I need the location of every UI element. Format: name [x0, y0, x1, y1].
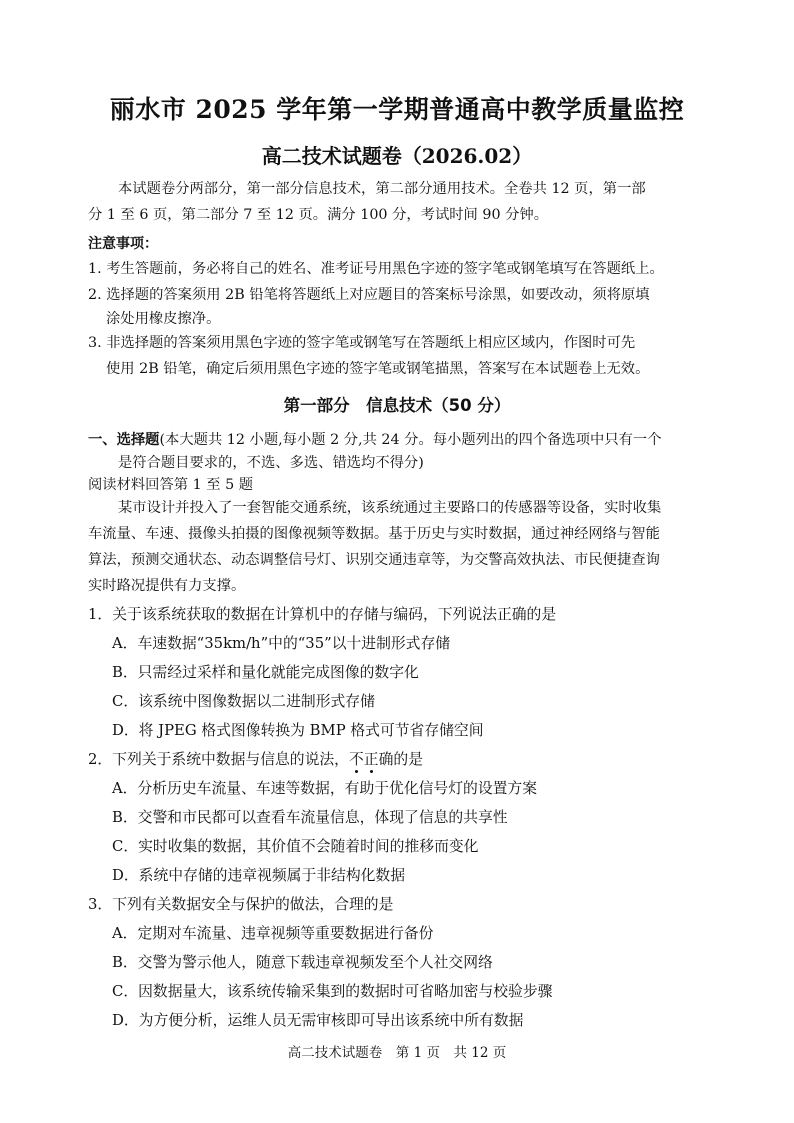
note-text-continued: 使用 2B 铅笔，确定后须用黑色字迹的签字笔或钢笔描黑，答案写在本试题卷上无效。	[106, 361, 650, 377]
note-number: 3.	[88, 335, 102, 351]
note-item-2	[88, 282, 650, 308]
note-text: 选择题的答案须用 2B 铅笔将答题纸上对应题目的答案标号涂黑，如要改动，须将原填	[106, 287, 650, 303]
emphasis-mark: 正	[363, 751, 379, 768]
option-text: 系统中存储的违章视频属于非结构化数据	[138, 867, 406, 884]
page-subtitle: 高二技术试题卷（2026.02）	[261, 144, 533, 168]
option-text: 只需经过采样和量化就能完成图像的数字化	[137, 664, 419, 681]
material-line: 某市设计并投入了一套智能交通系统，该系统通过主要路口的传感器等设备，实时收集	[118, 500, 662, 516]
note-number: 2.	[88, 287, 102, 303]
note-number: 1.	[88, 261, 102, 277]
material-line: 实时路况提供有力支撑。	[88, 578, 246, 594]
option-text: 将 JPEG 格式图像转换为 BMP 格式可节省存储空间	[138, 722, 484, 739]
material-line: 算法，预测交通状态、动态调整信号灯、识别交通违章等，为交警高效执法、市民便捷查询	[88, 552, 660, 568]
material-line: 车流量、车速、摄像头拍摄的图像视频等数据。基于历史与实时数据，通过神经网络与智能	[88, 526, 660, 542]
option-text: 车速数据“35km/h”中的“35”以十进制形式存储	[137, 635, 451, 652]
question-number: 1．	[88, 606, 113, 623]
note-item-1	[88, 256, 664, 282]
option-label: A．	[112, 780, 138, 797]
option-text: 分析历史车流量、车速等数据，有助于优化信号灯的设置方案	[137, 780, 538, 797]
option-text: 定期对车流量、违章视频等重要数据进行备份	[137, 925, 434, 942]
option-text: 实时收集的数据，其价值不会随着时间的推移而变化	[138, 838, 479, 855]
option-a	[112, 922, 433, 943]
option-label: C．	[112, 693, 139, 710]
question-1	[88, 603, 556, 624]
option-a	[112, 632, 450, 653]
option-text: 为方便分析，运维人员无需审核即可导出该系统中所有数据	[138, 1012, 524, 1029]
option-a	[112, 777, 537, 798]
option-b	[112, 951, 493, 972]
option-c	[112, 980, 552, 1001]
part-heading: 第一部分 信息技术（50 分）	[283, 396, 511, 415]
option-d	[112, 719, 484, 740]
question-number: 2．	[88, 751, 113, 768]
question-2	[88, 748, 423, 769]
option-text: 交警和市民都可以查看车流量信息，体现了信息的共享性	[137, 809, 508, 826]
option-text: 该系统中图像数据以二进制形式存储	[138, 693, 375, 710]
material-intro: 阅读材料回答第 1 至 5 题	[88, 477, 254, 493]
section-desc: (本大题共 12 小题,每小题 2 分,共 24 分。每小题列出的四个备选项中只有一个	[159, 432, 662, 448]
section-desc-continued: 是符合题目要求的，不选、多选、错选均不得分)	[118, 455, 424, 471]
option-text: 交警为警示他人，随意下载违章视频发至个人社交网络	[137, 954, 493, 971]
option-label: B．	[112, 809, 138, 826]
notes-heading: 注意事项：	[88, 236, 158, 252]
option-d	[112, 864, 405, 885]
page-footer: 高二技术试题卷 第 1 页 共 12 页	[287, 1045, 507, 1061]
section-label: 一、选择题	[88, 432, 160, 448]
option-label: C．	[112, 983, 139, 1000]
note-text: 考生答题前，务必将自己的姓名、准考证号用黑色字迹的签字笔或钢笔填写在答题纸上。	[106, 261, 664, 277]
note-text: 非选择题的答案须用黑色字迹的签字笔或钢笔写在答题纸上相应区域内，作图时可先	[106, 335, 636, 351]
question-stem-end: 确的是	[378, 751, 424, 768]
option-label: D．	[112, 722, 139, 739]
option-d	[112, 1009, 523, 1030]
option-label: B．	[112, 954, 138, 971]
question-stem: 下列关于系统中数据与信息的说法，	[112, 751, 349, 768]
option-label: C．	[112, 838, 139, 855]
option-text: 因数据量大，该系统传输采集到的数据时可省略加密与校验步骤	[138, 983, 553, 1000]
option-c	[112, 835, 478, 856]
intro-line-2: 分 1 至 6 页，第二部分 7 至 12 页。满分 100 分，考试时间 90 分钟。	[88, 207, 549, 223]
page-title: 丽水市 2025 学年第一学期普通高中教学质量监控	[109, 95, 685, 124]
question-stem: 下列有关数据安全与保护的做法，合理的是	[112, 896, 394, 913]
note-text-continued: 涂处用橡皮擦净。	[106, 311, 221, 327]
note-item-3	[88, 330, 635, 356]
option-label: A．	[112, 925, 138, 942]
question-number: 3．	[88, 896, 113, 913]
intro-line-1: 本试题卷分两部分，第一部分信息技术，第二部分通用技术。全卷共 12 页，第一部	[118, 181, 646, 197]
option-b	[112, 661, 419, 682]
option-label: B．	[112, 664, 138, 681]
question-stem: 关于该系统获取的数据在计算机中的存储与编码，下列说法正确的是	[112, 606, 557, 623]
option-label: D．	[112, 867, 139, 884]
option-label: D．	[112, 1012, 139, 1029]
emphasis-mark: 不	[348, 751, 364, 768]
option-label: A．	[112, 635, 138, 652]
option-b	[112, 806, 508, 827]
question-3	[88, 893, 393, 914]
option-c	[112, 690, 375, 711]
